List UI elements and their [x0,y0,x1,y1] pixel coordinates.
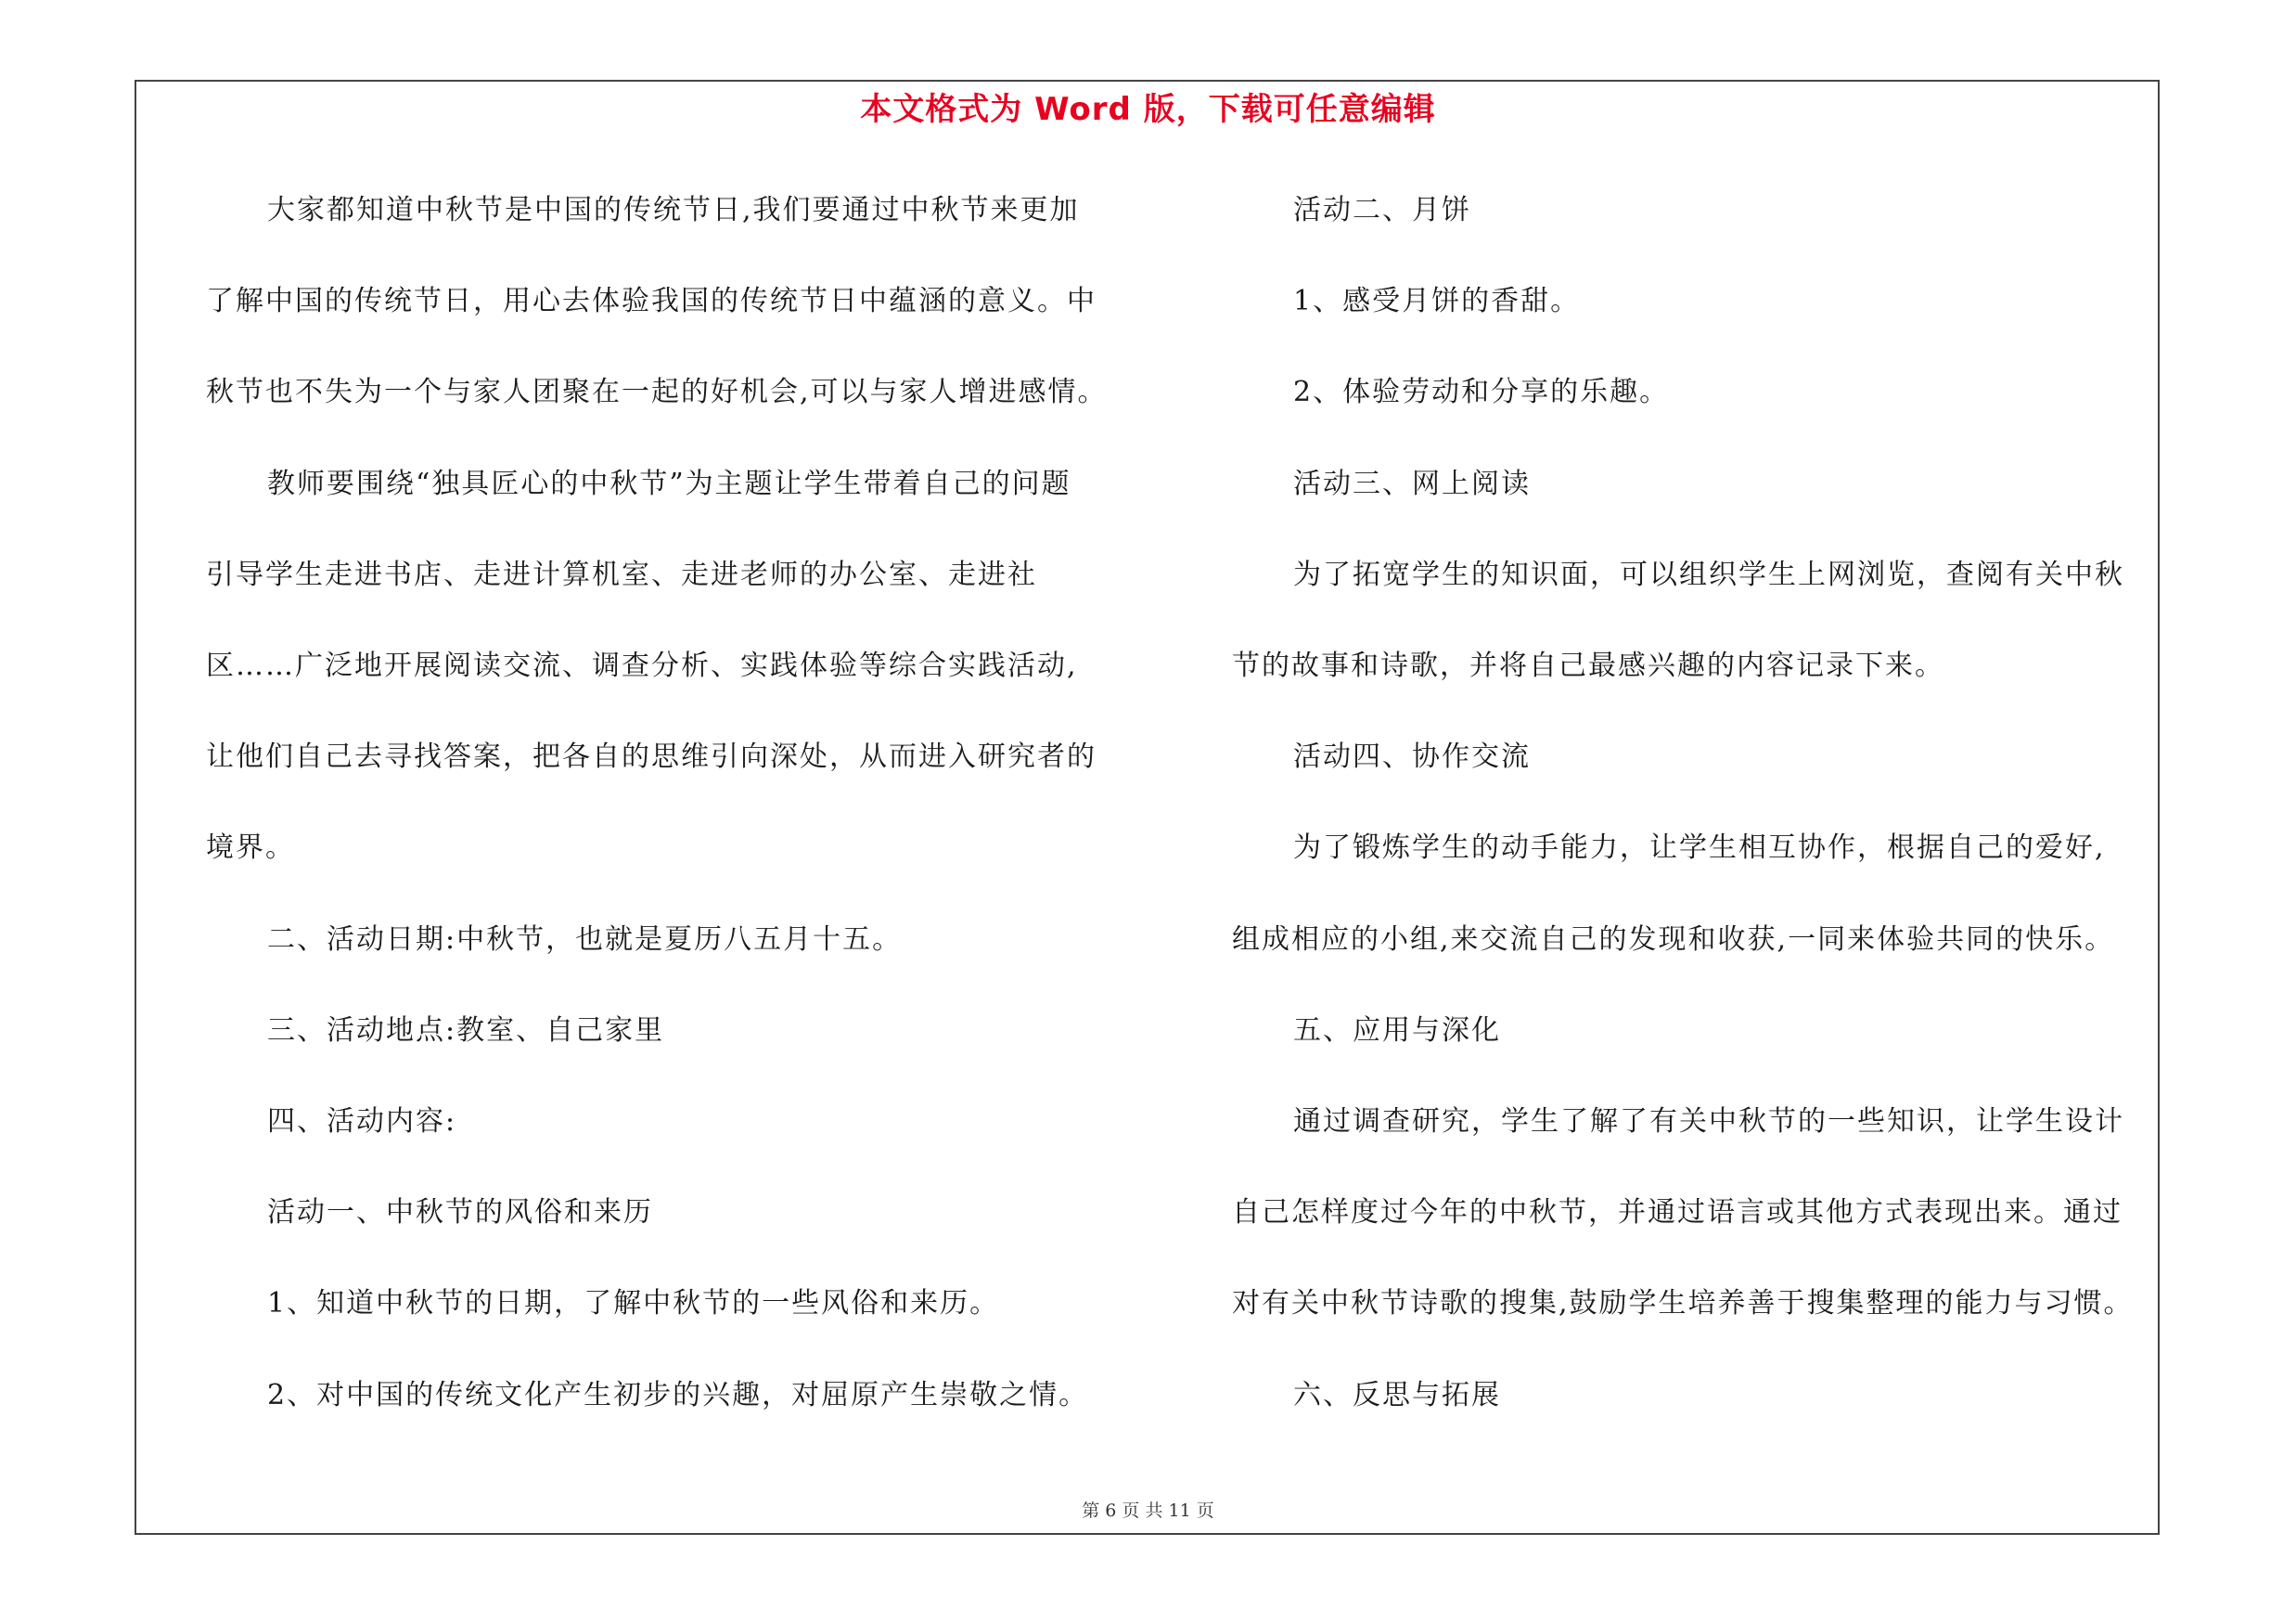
right-line: 节的故事和诗歌，并将自己最感兴趣的内容记录下来。 [1232,650,1944,682]
left-line: 境界。 [206,831,295,864]
right-line: 通过调查研究，学生了解了有关中秋节的一些知识，让学生设计 [1293,1105,2124,1138]
right-line: 1、感受月饼的香甜。 [1293,285,1581,317]
right-line: 为了拓宽学生的知识面，可以组织学生上网浏览，查阅有关中秋 [1293,559,2124,591]
right-line: 为了锻炼学生的动手能力，让学生相互协作，根据自己的爱好, [1293,831,2106,864]
left-line: 大家都知道中秋节是中国的传统节日,我们要通过中秋节来更加 [267,194,1080,226]
left-line: 引导学生走进书店、走进计算机室、走进老师的办公室、走进社 [206,559,1037,591]
left-line: 活动一、中秋节的风俗和来历 [267,1196,653,1229]
left-line: 二、活动日期:中秋节，也就是夏历八五月十五。 [267,923,903,956]
right-line: 五、应用与深化 [1293,1014,1501,1047]
left-line: 区……广泛地开展阅读交流、调查分析、实践体验等综合实践活动, [206,650,1078,682]
right-line: 活动三、网上阅读 [1293,468,1531,500]
right-line: 2、体验劳动和分享的乐趣。 [1293,376,1670,408]
left-line: 三、活动地点:教室、自己家里 [267,1014,665,1047]
left-line: 秋节也不失为一个与家人团聚在一起的好机会,可以与家人增进感情。 [206,376,1108,408]
left-line: 教师要围绕“独具匠心的中秋节”为主题让学生带着自己的问题 [267,468,1071,500]
format-banner: 本文格式为 Word 版，下载可任意编辑 [860,91,1436,128]
right-line: 六、反思与拓展 [1293,1379,1501,1411]
right-line: 活动二、月饼 [1293,194,1471,226]
page-number-footer: 第 6 页 共 11 页 [1082,1501,1214,1521]
left-line: 2、对中国的传统文化产生初步的兴趣，对屈原产生崇敬之情。 [267,1379,1089,1411]
left-line: 四、活动内容: [267,1105,457,1138]
left-line: 了解中国的传统节日，用心去体验我国的传统节日中蕴涵的意义。中 [206,285,1097,317]
right-line: 自己怎样度过今年的中秋节，并通过语言或其他方式表现出来。通过 [1232,1196,2123,1229]
left-line: 让他们自己去寻找答案，把各自的思维引向深处，从而进入研究者的 [206,741,1097,773]
right-line: 活动四、协作交流 [1293,741,1531,773]
right-line: 对有关中秋节诗歌的搜集,鼓励学生培养善于搜集整理的能力与习惯。 [1232,1287,2134,1320]
left-line: 1、知道中秋节的日期，了解中秋节的一些风俗和来历。 [267,1287,1000,1320]
right-line: 组成相应的小组,来交流自己的发现和收获,一同来体验共同的快乐。 [1232,923,2115,956]
